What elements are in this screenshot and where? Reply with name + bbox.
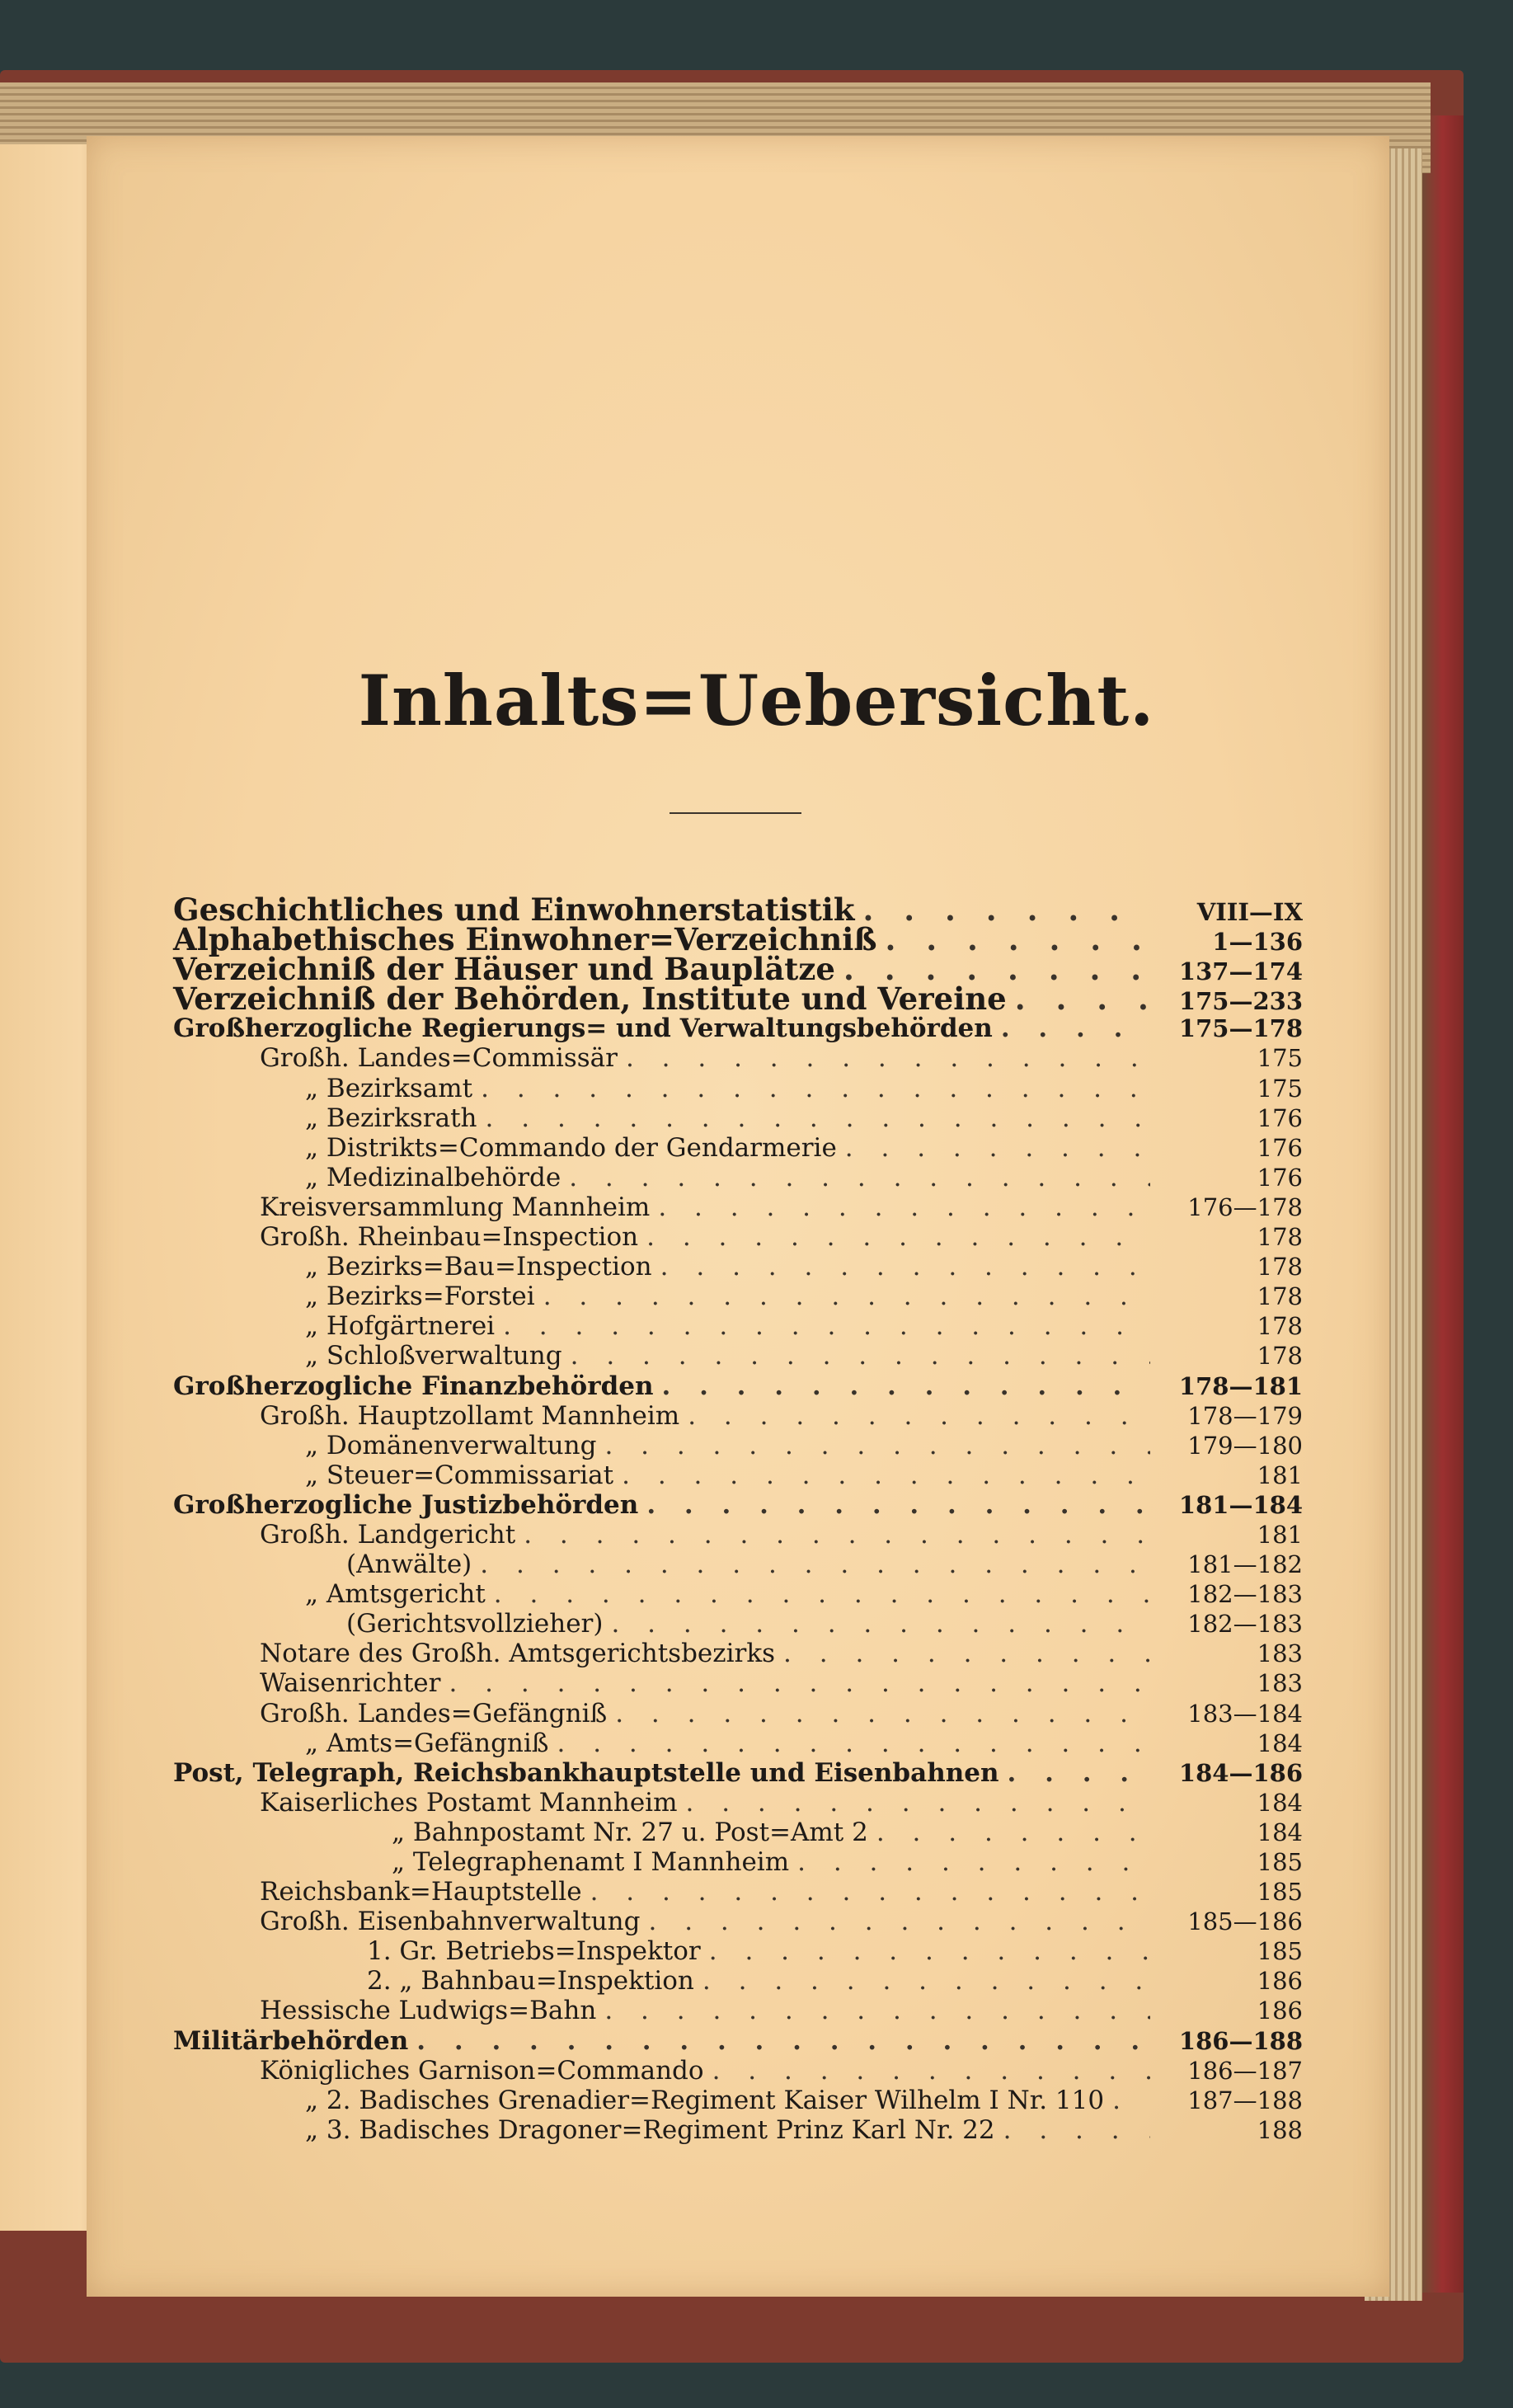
toc-entry-label: Großherzogliche Justizbehörden [173, 1489, 639, 1520]
toc-entry-label: (Gerichtsvollzieher) [346, 1609, 604, 1639]
toc-entry [173, 2056, 1303, 2086]
toc-entry-page: 181—182 [1187, 1550, 1303, 1579]
toc-entry-label: Großh. Landgericht [260, 1519, 516, 1550]
toc-entry-label: „ 3. Badisches Dragoner=Regiment Prinz Karl Nr. 22 [305, 2114, 995, 2145]
toc-entry [173, 1966, 1303, 1996]
dot-leader [843, 954, 1150, 984]
toc-entry-page: 179—180 [1187, 1431, 1303, 1460]
dot-leader [845, 1133, 1150, 1163]
dot-leader [863, 895, 1150, 924]
toc-entry [173, 921, 1303, 958]
toc-entry [173, 1103, 1303, 1133]
toc-entry-page: 184—186 [1178, 1758, 1303, 1787]
toc-entry [173, 951, 1303, 988]
dot-leader [604, 1431, 1150, 1460]
toc-entry-page: 176—178 [1187, 1192, 1303, 1221]
toc-entry [173, 2086, 1303, 2115]
dot-leader [416, 2026, 1150, 2056]
dot-leader [783, 1639, 1150, 1668]
toc-entry-page: 178 [1257, 1253, 1303, 1282]
toc-entry-label: „ Hofgärtnerei [305, 1311, 496, 1342]
toc-entry [173, 1520, 1303, 1550]
toc-entry-label: Großh. Eisenbahnverwaltung [260, 1907, 641, 1937]
dot-leader [1008, 1758, 1150, 1788]
dot-leader [486, 1103, 1150, 1133]
toc-entry [173, 981, 1303, 1018]
toc-entry [173, 1490, 1303, 1520]
dot-leader [622, 1460, 1150, 1490]
dot-leader [590, 1877, 1150, 1907]
toc-entry-label: Waisenrichter [260, 1668, 441, 1699]
toc-entry [173, 1401, 1303, 1431]
dot-leader [543, 1282, 1150, 1311]
toc-entry-label: Verzeichniß der Behörden, Institute und Vereine [173, 981, 1007, 1018]
toc-entry [173, 2026, 1303, 2056]
toc-entry-page: 182—183 [1187, 1580, 1303, 1609]
dot-leader [876, 1818, 1150, 1847]
toc-entry-page: 137—174 [1178, 957, 1303, 986]
toc-entry-page: 178 [1257, 1223, 1303, 1252]
dot-leader [662, 1371, 1150, 1401]
toc-entry-label: Königliches Garnison=Commando [260, 2055, 704, 2086]
toc-entry [173, 1460, 1303, 1490]
toc-entry [173, 1579, 1303, 1609]
toc-entry-page: 178 [1257, 1342, 1303, 1371]
toc-entry-label: Kaiserliches Postamt Mannheim [260, 1787, 678, 1818]
toc-entry-page: 178 [1257, 1282, 1303, 1311]
toc-entry [173, 1252, 1303, 1282]
toc-entry-page: 182—183 [1187, 1610, 1303, 1639]
toc-entry-page: 186—187 [1187, 2056, 1303, 2085]
toc-entry-label: Militärbehörden [173, 2025, 409, 2056]
toc-entry-page: 186 [1257, 1967, 1303, 1996]
dot-leader [1003, 2115, 1150, 2145]
dot-leader [571, 1341, 1150, 1371]
toc-entry-label: Notare des Großh. Amtsgerichtsbezirks [260, 1639, 776, 1669]
dot-leader [557, 1728, 1151, 1758]
toc-entry [173, 1222, 1303, 1252]
toc-entry-label: „ Schloßverwaltung [305, 1341, 562, 1371]
toc-entry [173, 1282, 1303, 1311]
toc-entry-page: 176 [1257, 1103, 1303, 1132]
toc-entry-label: „ Bezirksrath [305, 1103, 477, 1133]
toc-entry-page: 175 [1257, 1074, 1303, 1103]
toc-entry-label: 2. „ Bahnbau=Inspektion [367, 1966, 694, 1996]
dot-leader [626, 1043, 1150, 1073]
dot-leader [615, 1699, 1150, 1728]
toc-entry-page: 186—188 [1178, 2026, 1303, 2055]
toc-entry-label: Großh. Rheinbau=Inspection [260, 1222, 639, 1253]
dot-leader [797, 1847, 1150, 1877]
toc-entry-label: „ Steuer=Commissariat [305, 1460, 614, 1490]
table-of-contents [173, 891, 1303, 2145]
dot-leader [709, 1936, 1150, 1966]
dot-leader [702, 1966, 1150, 1996]
toc-entry-label: Geschichtliches und Einwohnerstatistik [173, 891, 855, 928]
toc-entry-label: Reichsbank=Hauptstelle [260, 1877, 582, 1907]
toc-entry [173, 891, 1303, 928]
toc-entry-page: 175 [1257, 1044, 1303, 1073]
toc-entry [173, 1877, 1303, 1907]
dot-leader [1112, 2086, 1150, 2115]
dot-leader [646, 1222, 1150, 1252]
toc-entry [173, 1371, 1303, 1401]
toc-entry-page: VIII—IX [1196, 898, 1303, 926]
toc-entry [173, 1074, 1303, 1103]
toc-entry [173, 1639, 1303, 1668]
toc-entry [173, 1788, 1303, 1818]
dot-leader [449, 1668, 1150, 1698]
toc-entry-label: Alphabethisches Einwohner=Verzeichniß [173, 921, 877, 958]
toc-entry [173, 1192, 1303, 1222]
toc-entry-page: 181 [1257, 1520, 1303, 1549]
dot-leader [658, 1192, 1150, 1222]
toc-entry-label: „ Telegraphenamt I Mannheim [392, 1847, 790, 1877]
toc-entry [173, 1668, 1303, 1698]
title-rule [670, 812, 801, 814]
dot-leader [885, 924, 1150, 954]
toc-entry-label: „ Bezirks=Forstei [305, 1282, 535, 1312]
toc-entry [173, 1728, 1303, 1758]
toc-entry [173, 1311, 1303, 1341]
dot-leader [649, 1907, 1151, 1936]
toc-entry-page: 185 [1257, 1937, 1303, 1966]
dot-leader [481, 1074, 1150, 1103]
toc-entry-label: 1. Gr. Betriebs=Inspektor [367, 1936, 701, 1967]
toc-entry-page: 175—233 [1178, 987, 1303, 1016]
toc-entry-label: „ Amts=Gefängniß [305, 1728, 549, 1758]
toc-entry [173, 1133, 1303, 1163]
dot-leader [712, 2056, 1150, 2086]
dot-leader [569, 1163, 1150, 1192]
toc-entry-label: „ Domänenverwaltung [305, 1430, 597, 1460]
toc-entry-label: Großh. Landes=Commissär [260, 1043, 618, 1074]
toc-entry [173, 1996, 1303, 2025]
toc-entry-page: 178—181 [1178, 1371, 1303, 1400]
dot-leader [686, 1788, 1151, 1818]
toc-entry-page: 181—184 [1178, 1490, 1303, 1519]
toc-entry-label: „ Bezirksamt [305, 1073, 473, 1103]
toc-entry [173, 1550, 1303, 1579]
toc-entry-page: 176 [1257, 1133, 1303, 1162]
dot-leader [660, 1252, 1150, 1282]
toc-entry [173, 1847, 1303, 1877]
toc-entry-page: 188 [1257, 2115, 1303, 2144]
toc-entry [173, 1907, 1303, 1936]
toc-entry-page: 176 [1257, 1163, 1303, 1192]
toc-entry-label: „ Medizinalbehörde [305, 1162, 562, 1192]
dot-leader [494, 1579, 1150, 1609]
toc-entry-page: 187—188 [1187, 2086, 1303, 2114]
toc-entry-label: Großherzogliche Finanzbehörden [173, 1371, 654, 1401]
toc-entry [173, 1431, 1303, 1460]
dot-leader [503, 1311, 1150, 1341]
toc-entry-page: 178 [1257, 1312, 1303, 1341]
toc-entry [173, 1818, 1303, 1847]
toc-entry-label: „ Distrikts=Commando der Gendarmerie [305, 1132, 837, 1163]
dot-leader [688, 1401, 1150, 1431]
toc-entry-label: „ 2. Badisches Grenadier=Regiment Kaiser Wilhelm I Nr. 110 [305, 2085, 1105, 2115]
toc-entry-page: 181 [1257, 1460, 1303, 1489]
toc-entry-label: Verzeichniß der Häuser und Bauplätze [173, 951, 835, 988]
toc-entry-label: „ Bahnpostamt Nr. 27 u. Post=Amt 2 [392, 1817, 868, 1847]
toc-entry-page: 185 [1257, 1848, 1303, 1876]
toc-entry-page: 178—179 [1187, 1401, 1303, 1430]
toc-entry-page: 183 [1257, 1669, 1303, 1698]
dot-leader [611, 1609, 1150, 1639]
toc-entry-page: 185 [1257, 1878, 1303, 1907]
toc-entry-label: (Anwälte) [346, 1550, 472, 1580]
page-title: Inhalts=Uebersicht. [358, 660, 1155, 741]
toc-entry-label: Großh. Landes=Gefängniß [260, 1698, 608, 1728]
toc-entry-label: „ Amtsgericht [305, 1579, 486, 1610]
toc-entry-page: 183—184 [1187, 1699, 1303, 1728]
toc-entry [173, 1936, 1303, 1966]
toc-entry-page: 184 [1257, 1818, 1303, 1846]
toc-entry [173, 1043, 1303, 1073]
toc-entry-label: Post, Telegraph, Reichsbankhauptstelle und Eisenbahnen [173, 1757, 999, 1788]
dot-leader [480, 1550, 1150, 1579]
dot-leader [646, 1490, 1150, 1520]
toc-entry-page: 1—136 [1212, 928, 1303, 957]
dot-leader [524, 1520, 1150, 1550]
toc-entry-label: Großherzogliche Regierungs= und Verwaltungsbehörden [173, 1014, 993, 1044]
toc-entry [173, 2115, 1303, 2145]
toc-entry [173, 1758, 1303, 1788]
toc-entry [173, 1699, 1303, 1728]
toc-entry-page: 185—186 [1187, 1907, 1303, 1936]
dot-leader [1001, 1014, 1150, 1043]
toc-entry [173, 1609, 1303, 1639]
toc-entry-label: Hessische Ludwigs=Bahn [260, 1996, 597, 2026]
toc-entry-page: 183 [1257, 1639, 1303, 1668]
toc-entry-page: 184 [1257, 1728, 1303, 1757]
toc-entry-label: Kreisversammlung Mannheim [260, 1192, 651, 1222]
dot-leader [1015, 984, 1150, 1014]
toc-entry-page: 175—178 [1178, 1014, 1303, 1043]
dot-leader [604, 1996, 1150, 2025]
toc-entry-page: 184 [1257, 1788, 1303, 1817]
toc-entry-label: „ Bezirks=Bau=Inspection [305, 1252, 652, 1282]
toc-entry [173, 1341, 1303, 1371]
toc-entry [173, 1163, 1303, 1192]
toc-entry [173, 1014, 1303, 1043]
toc-entry-label: Großh. Hauptzollamt Mannheim [260, 1400, 680, 1431]
toc-entry-page: 186 [1257, 1996, 1303, 2025]
